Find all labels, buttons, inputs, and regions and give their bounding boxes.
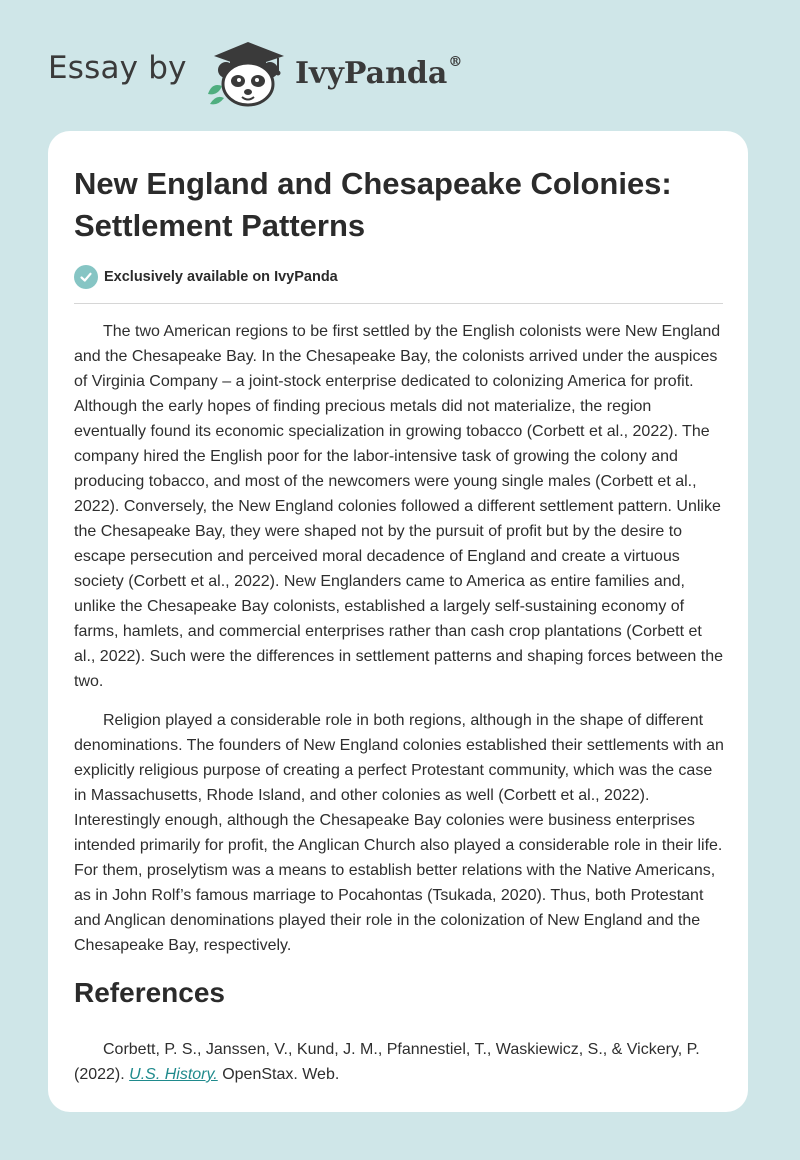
site-header <box>48 36 648 108</box>
reference-source: OpenStax. Web. <box>217 1066 340 1083</box>
reference-text: Corbett, P. S., Janssen, V., Kund, J. M., Pfannestiel, T., Waskiewicz, S., & Vickery, P. (2022). <box>74 1041 700 1083</box>
page-title: New England and Chesapeake Colonies: Settlement Patterns <box>74 166 672 243</box>
essay-body <box>74 319 726 972</box>
essay-by-label: Essay by <box>48 50 187 86</box>
registered-mark: ® <box>448 54 463 70</box>
divider <box>74 303 723 304</box>
check-icon <box>74 265 98 289</box>
exclusive-badge <box>74 264 338 290</box>
references-heading: References <box>74 977 225 1008</box>
panda-logo-icon[interactable] <box>202 36 290 108</box>
paragraph: The two American regions to be first settled by the English colonists were New England and the Chesapeake Bay. In the Chesapeake Bay, the colonists arrived under the auspices of Virginia Company – a joint-stock enterprise dedicated to colonizing America for profit. Although the early hopes of finding precious metals did not materialize, the region eventually found its economic specialization in growing tobacco (Corbett et al., 2022). The company hired the English poor for the labor-intensive task of growing the colony and producing tobacco, and most of the newcomers were young single males (Corbett et al., 2022). Conversely, the New England colonies followed a different settlement pattern. Unlike the Chesapeake Bay, they were shaped not by the pursuit of profit but by the desire to escape persecution and perceived moral decadence of England and create a virtuous society (Corbett et al., 2022). New Englanders came to America as entire families and, unlike the Chesapeake Bay colonists, established a largely self-sustaining economy of farms, hamlets, and commercial enterprises rather than cash crop plantations (Corbett et al., 2022). Such were the differences in settlement patterns and shaping forces between the two. <box>74 323 723 690</box>
badge-label: Exclusively available on IvyPanda <box>104 269 338 285</box>
paragraph: Religion played a considerable role in both regions, although in the shape of different denominations. The founders of New England colonies established their settlements with an explicitly religious purpose of creating a perfect Protestant community, which was the case in Massachusetts, Rhode Island, and other colonies as well (Corbett et al., 2022). Interestingly enough, although the Chesapeake Bay colonies were business enterprises intended primarily for profit, the Anglican Church also played a considerable role in their life. For them, proselytism was a means to establish better relations with the Native Americans, as in John Rolf’s famous marriage to Pocahontas (Tsukada, 2020). Thus, both Protestant and Anglican denominations played their role in the colonization of New England and the Chesapeake Bay, respectively. <box>74 712 724 954</box>
reference-entry <box>74 1037 726 1087</box>
brand-text: IvyPanda <box>295 56 448 91</box>
reference-link[interactable]: U.S. History. <box>129 1066 218 1083</box>
brand-name[interactable] <box>295 56 462 91</box>
essay-card <box>48 131 748 1112</box>
